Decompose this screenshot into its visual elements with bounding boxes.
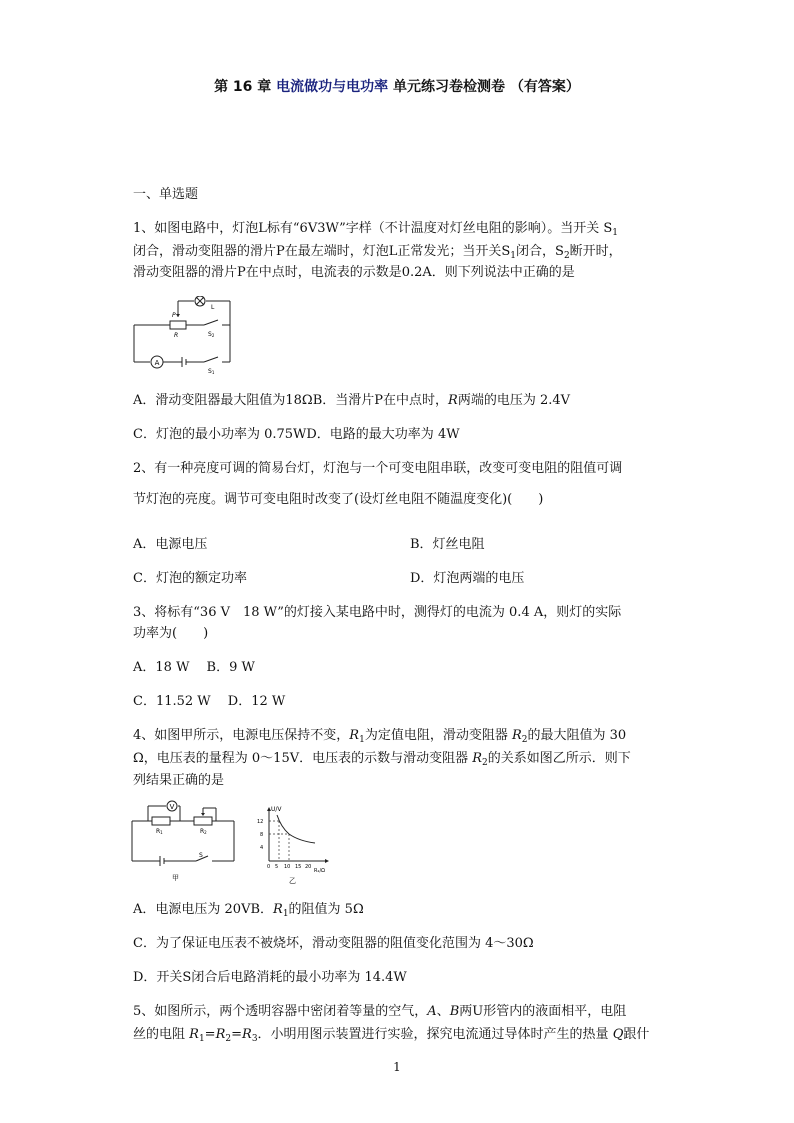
r1-label: R1	[156, 828, 163, 835]
q1-line-2: 闭合，滑动变阻器的滑片P在最左端时，灯泡L正常发光；当开关$S_1$闭合，$S_2$断开时，	[133, 244, 622, 261]
figure-jia-caption: 甲	[172, 874, 179, 882]
q3-option-cd: C．11.52 W D．12 W	[133, 694, 286, 709]
q5-line-2: 丝的电阻 $R_1=R_2=R_3$．小明用图示装置进行实验，探究电流通过导体时产生的热量 Q跟什	[133, 1027, 650, 1044]
lamp-label: L	[211, 304, 215, 311]
ammeter-label: A	[154, 359, 160, 367]
q4-option-d: D．开关S闭合后电路消耗的最小功率为 14.4W	[133, 970, 407, 985]
graph-ytick-12: 12	[257, 819, 264, 825]
q4-option-ab: A．电源电压为 20VB．$R_1$的阻值为 5Ω	[133, 902, 364, 919]
q2-option-c: C．灯泡的额定功率	[133, 571, 247, 586]
graph-y-axis-label: U/V	[271, 806, 282, 813]
q2-line-1: 2、有一种亮度可调的简易台灯，灯泡与一个可变电阻串联，改变可变电阻的阻值可调	[133, 461, 623, 476]
graph-xtick-20: 20	[305, 864, 312, 870]
q3-line-2: 功率为( )	[133, 626, 209, 641]
title-prefix: 第 16 章	[214, 79, 277, 95]
q4-option-c: C．为了保证电压表不被烧坏，滑动变阻器的阻值变化范围为 4～30Ω	[133, 936, 534, 951]
voltmeter-label: V	[169, 803, 175, 811]
q2-option-b: B．灯丝电阻	[410, 537, 485, 552]
q3-option-ab: A．18 W B．9 W	[133, 660, 255, 675]
q5-line-1: 5、如图所示，两个透明容器中密闭着等量的空气，A、B两U形管内的液面相平，电阻	[133, 1004, 627, 1019]
q4-line-3: 列结果正确的是	[133, 773, 225, 788]
q1-line-3: 滑动变阻器的滑片P在中点时，电流表的示数是0.2A．则下列说法中正确的是	[133, 265, 575, 280]
q3-line-1: 3、将标有“36 V 18 W”的灯接入某电路中时，测得灯的电流为 0.4 A，则灯的实际	[133, 605, 622, 620]
q4-line-1: 4、如图甲所示，电源电压保持不变，$R_1$为定值电阻，滑动变阻器 $R_2$的最大阻值为 30	[133, 728, 627, 745]
graph-xtick-15: 15	[295, 864, 302, 870]
document-title	[0, 76, 794, 96]
rheostat-label: R	[174, 332, 179, 339]
graph-xtick-5: 5	[275, 864, 279, 870]
graph-ytick-4: 4	[260, 845, 264, 851]
r2-label: R2	[200, 828, 207, 835]
switch-s-label: S	[199, 852, 203, 859]
figure-yi-caption: 乙	[289, 877, 296, 885]
q1-line-1: 1、如图电路中，灯泡L标有“6V3W”字样（不计温度对灯丝电阻的影响）。当开关 $S_1$	[133, 221, 619, 238]
q1-circuit-figure	[130, 296, 240, 376]
title-accent: 电流做功与电功率	[276, 79, 389, 95]
q4-line-2: Ω，电压表的量程为 0～15V．电压表的示数与滑动变阻器 $R_2$的关系如图乙所示．则下	[133, 751, 631, 768]
switch-s2-label: S2	[208, 331, 215, 338]
q1-option-ab: A．滑动变阻器最大阻值为18ΩB．当滑片P在中点时，R两端的电压为 2.4V	[133, 393, 571, 408]
section-heading: 一、单选题	[133, 187, 199, 202]
title-suffix: 单元练习卷检测卷 （有答案）	[388, 79, 580, 95]
slider-p-label: P	[172, 312, 176, 319]
q2-line-2: 节灯泡的亮度。调节可变电阻时改变了(设灯丝电阻不随温度变化)( )	[133, 492, 544, 507]
q4-circuit-jia-figure	[128, 800, 238, 886]
q2-option-d: D．灯泡两端的电压	[410, 571, 525, 586]
graph-xtick-10: 10	[284, 864, 291, 870]
graph-ytick-8: 8	[260, 832, 264, 838]
q1-option-cd: C．灯泡的最小功率为 0.75WD．电路的最大功率为 4W	[133, 427, 460, 442]
page-number: 1	[393, 1060, 401, 1074]
switch-s1-label: S1	[208, 368, 215, 375]
q2-option-a: A．电源电压	[133, 537, 208, 552]
graph-xtick-0: 0	[267, 864, 271, 870]
graph-x-axis-label: R₂/Ω	[314, 868, 325, 874]
q4-graph-yi-figure	[255, 803, 337, 887]
